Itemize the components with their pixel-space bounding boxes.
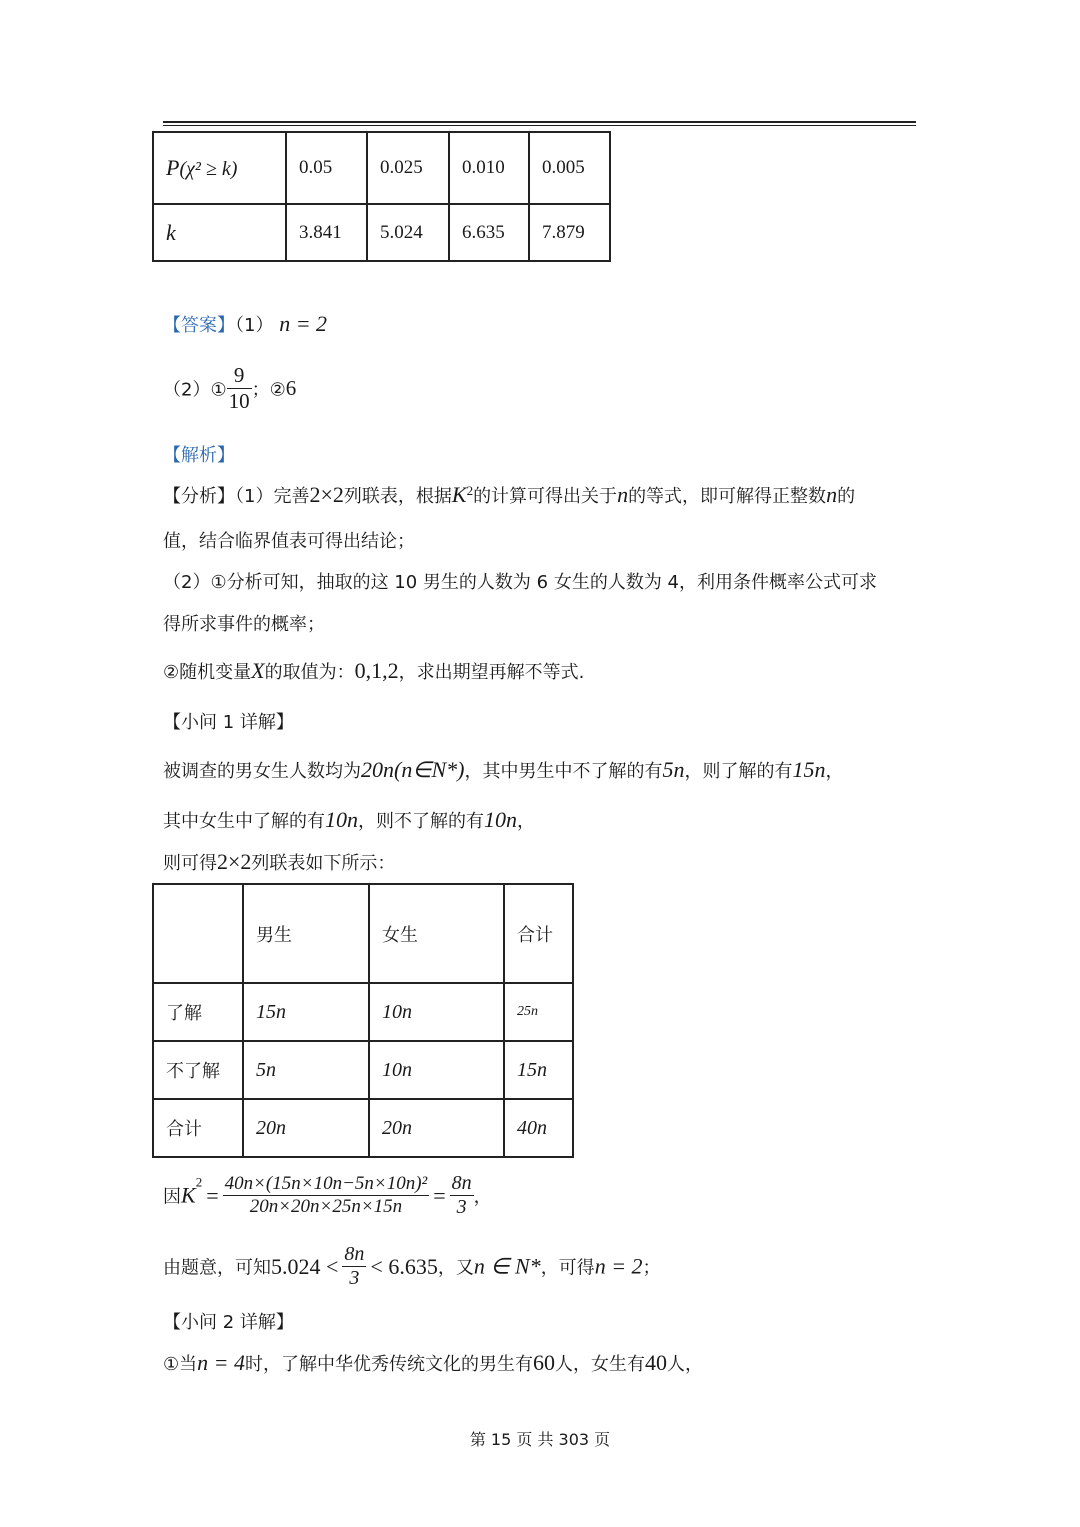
math-expr: 10n [325,807,358,832]
inequality-line [163,1243,661,1290]
math-expr: 5.024 < [271,1253,339,1279]
ineq-fraction [342,1243,366,1290]
math-eq: = [433,1182,446,1208]
text-span: ，又 [437,1257,474,1279]
text-span: 人， [667,1354,703,1375]
p-value: 0.010 [462,157,505,178]
k2-formula-line [163,1172,492,1219]
text-span: （1）完善 [235,486,310,507]
k-label: k [166,219,176,245]
math-n: n [617,482,629,507]
answer-part2b-value: 6 [285,376,297,400]
q2-tag: 【小问 2 详解】 [163,1312,294,1333]
answer-separator: ；② [251,379,286,401]
table-cell [529,132,610,204]
text-span: ，则不了解的有 [358,811,484,832]
math-n: n [826,482,838,507]
text-span: 时，了解中华优秀传统文化的男生有 [245,1354,533,1375]
k-value: 3.841 [299,221,342,243]
table-cell [449,204,529,261]
k-value: 6.635 [462,221,505,243]
text-span: 被调查的男女生人数均为 [163,761,361,782]
fraction-denominator: 10 [228,389,250,413]
math-expr: 10n [484,807,517,832]
fraction-denominator: 3 [342,1266,366,1290]
k-value: 5.024 [380,221,423,243]
header-rule-thick [163,121,916,123]
text-span: ，可得 [540,1257,595,1279]
table-cell: 女生 [369,884,504,983]
table-row [153,983,573,1041]
math-expr: < 6.635 [370,1253,438,1279]
q1-line-2 [163,807,535,833]
q1-line-3 [163,849,395,875]
math-expr: 20n(n∈N*) [361,757,465,782]
fenxi-line-4: 得所求事件的概率； [163,614,325,635]
fenxi-tag: 【分析】 [163,486,235,507]
math-exp: 2 [466,483,474,498]
answer-part1-value: n = 2 [279,311,328,336]
fraction-numerator: 9 [233,363,245,387]
table-cell: 10n [369,983,504,1041]
table-cell [367,132,449,204]
table-row [153,204,610,261]
text-span: 的 [837,486,856,507]
k2-result-fraction [450,1172,474,1219]
math-expr: 40 [645,1350,667,1375]
table-cell: 25n [504,983,573,1041]
text-span: ，则了解的有 [684,761,793,782]
answer-fraction [227,363,252,414]
header-rule-thin [163,125,916,126]
table-row [153,1099,573,1157]
text-span: 则可得 [163,853,217,874]
text-span: 列联表，根据 [343,486,452,507]
p-value: 0.025 [380,157,423,178]
table-cell: 合计 [504,884,573,983]
text-span: 的取值为： [264,662,355,683]
math-expr: 5n [662,757,685,782]
text-span: 由题意，可知 [163,1257,271,1279]
prob-arg: (χ² ≥ k) [179,158,238,180]
answer-line-1 [163,311,327,337]
answer-part2-label: （2）① [163,379,227,401]
math-K: K [451,482,467,507]
text-span: ， [473,1186,492,1208]
math-eq: = [206,1182,219,1208]
prob-symbol: P [166,155,180,180]
contingency-table [152,883,574,1158]
answer-part1-label: （1） [235,315,274,336]
text-span: ②随机变量 [163,662,252,683]
math-exp: 2 [195,1174,203,1190]
k2-fraction [223,1173,430,1218]
math-expr: 2×2 [309,482,344,507]
text-span: 因 [163,1186,181,1208]
table-row [153,1041,573,1099]
math-expr: 2×2 [217,849,252,874]
fenxi-line-1 [163,482,855,508]
q1-line-1 [163,757,844,783]
math-expr: 15n [792,757,826,782]
fenxi-line-5 [163,658,584,684]
text-span: ，其中男生中不了解的有 [464,761,663,782]
table-cell: 5n [243,1041,369,1099]
fraction-numerator: 40n×(15n×10n−5n×10n)² [224,1173,428,1194]
fraction-denominator: 3 [450,1195,474,1219]
table-cell [529,204,610,261]
answer-line-2 [163,363,296,414]
text-span: 的计算可得出关于 [473,486,618,507]
math-K: K [181,1182,196,1208]
text-span: 列联表如下所示： [251,853,396,874]
text-span: 人，女生有 [555,1354,645,1375]
q1-tag: 【小问 1 详解】 [163,712,294,733]
table-cell: 15n [243,983,369,1041]
math-values: 0,1,2 [354,658,399,683]
table-cell [449,132,529,204]
fraction-denominator: 20n×20n×25n×15n [223,1195,430,1218]
table-cell: 40n [504,1099,573,1157]
answer-tag: 【答案】 [163,315,235,336]
q2-line-1 [163,1350,703,1376]
critical-value-table [152,131,611,262]
text-span: ①当 [163,1354,198,1375]
table-cell: 10n [369,1041,504,1099]
math-expr: n = 4 [197,1350,245,1375]
p-value: 0.005 [542,157,585,178]
table-cell [286,132,367,204]
analysis-tag: 【解析】 [163,445,235,466]
fenxi-line-2: 值，结合临界值表可得出结论； [163,531,415,552]
table-cell: 男生 [243,884,369,983]
text-span: 的等式，即可解得正整数 [628,486,827,507]
text-span: ， [825,761,844,782]
fenxi-line-3: （2）①分析可知，抽取的这 10 男生的人数为 6 女生的人数为 4，利用条件概率公式可求 [163,572,878,593]
math-X: X [251,658,265,683]
text-span: 其中女生中了解的有 [163,811,325,832]
table-cell: 15n [504,1041,573,1099]
k-value: 7.879 [542,221,585,243]
fraction-numerator: 8n [344,1243,365,1265]
p-value: 0.05 [299,157,333,178]
table-cell [367,204,449,261]
page-footer: 第 15 页 共 303 页 [469,1430,611,1449]
table-cell [153,884,243,983]
math-expr: n = 2 [594,1253,643,1279]
table-cell [153,132,286,204]
table-cell: 20n [369,1099,504,1157]
table-cell [286,204,367,261]
text-span: ； [642,1257,661,1279]
table-cell: 不了解 [153,1041,243,1099]
fraction-numerator: 8n [451,1172,472,1194]
text-span: ，求出期望再解不等式. [398,662,585,683]
table-row [153,132,610,204]
table-cell [153,204,286,261]
math-expr: 60 [533,1350,555,1375]
text-span: ， [517,811,535,832]
math-expr: n ∈ N* [473,1253,541,1279]
table-row [153,884,573,983]
table-cell: 20n [243,1099,369,1157]
table-cell: 了解 [153,983,243,1041]
table-cell: 合计 [153,1099,243,1157]
